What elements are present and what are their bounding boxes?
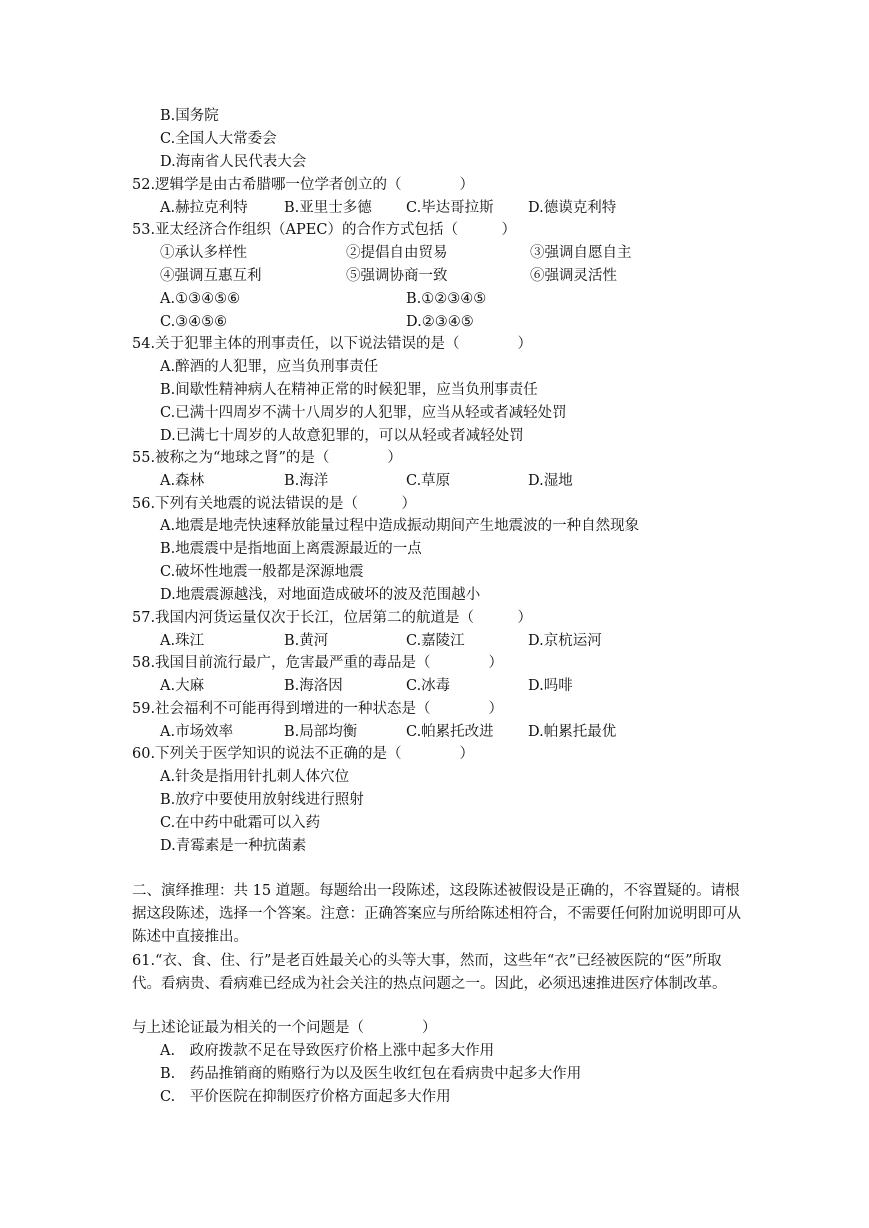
q52-option-d: D.德谟克利特 (528, 200, 617, 216)
q53-stem: 53.亚太经济合作组织（APEC）的合作方式包括（ ） (132, 222, 516, 238)
q61-stem: 与上述论证最为相关的一个问题是（ ） (132, 1020, 437, 1036)
q51-option-c: C.全国人大常委会 (160, 131, 277, 147)
q54-stem: 54.关于犯罪主体的刑事责任，以下说法错误的是（ ） (132, 336, 533, 352)
q60-option-d: D.青霉素是一种抗菌素 (160, 838, 307, 854)
q53-option-a: A.①③④⑤⑥ (160, 291, 241, 307)
q57-option-c: C.嘉陵江 (406, 633, 465, 649)
q54-option-d: D.已满七十周岁的人故意犯罪的，可以从轻或者减轻处罚 (160, 428, 524, 444)
q58-option-d: D.吗啡 (528, 678, 573, 694)
q61-option-a: A. 政府拨款不足在导致医疗价格上涨中起多大作用 (160, 1043, 495, 1059)
q52-stem: 52.逻辑学是由古希腊哪一位学者创立的（ ） (132, 177, 475, 193)
q55-option-d: D.湿地 (528, 473, 573, 489)
q55-stem: 55.被称之为“地球之肾”的是（ ） (132, 450, 402, 466)
q59-stem: 59.社会福利不可能再得到增进的一种状态是（ ） (132, 701, 504, 717)
q56-option-d: D.地震震源越浅，对地面造成破坏的波及范围越小 (160, 587, 481, 603)
q61-option-c: C. 平价医院在抑制医疗价格方面起多大作用 (160, 1089, 451, 1105)
q57-stem: 57.我国内河货运量仅次于长江，位居第二的航道是（ ） (132, 610, 533, 626)
q53-option-c: C.③④⑤⑥ (160, 314, 228, 330)
q59-option-c: C.帕累托改进 (406, 724, 494, 740)
q60-stem: 60.下列关于医学知识的说法不正确的是（ ） (132, 746, 475, 762)
q55-option-b: B.海洋 (284, 473, 329, 489)
q53-item-6: ⑥强调灵活性 (530, 268, 617, 284)
q61-option-b: B. 药品推销商的贿赂行为以及医生收红包在看病贵中起多大作用 (160, 1066, 582, 1082)
q53-item-5: ⑤强调协商一致 (346, 268, 448, 284)
q53-item-3: ③强调自愿自主 (530, 245, 632, 261)
q54-option-c: C.已满十四周岁不满十八周岁的人犯罪，应当从轻或者减轻处罚 (160, 405, 567, 421)
q61-passage: 61.“衣、食、住、行”是老百姓最关心的头等大事，然而，这些年“衣”已经被医院的“医”所取代。看病贵、看病难已经成为社会关注的热点问题之一。因此，必须迅速推进医疗体制改革。 (132, 953, 727, 992)
q59-option-b: B.局部均衡 (284, 724, 358, 740)
q57-option-a: A.珠江 (160, 633, 205, 649)
q56-option-a: A.地震是地壳快速释放能量过程中造成振动期间产生地震波的一种自然现象 (160, 518, 640, 534)
q53-item-2: ②提倡自由贸易 (346, 245, 448, 261)
q60-option-b: B.放疗中要使用放射线进行照射 (160, 792, 364, 808)
section2-intro: 二、演绎推理：共 15 道题。每题给出一段陈述，这段陈述被假设是正确的，不容置疑的。请根据这段陈述，选择一个答案。注意：正确答案应与所给陈述相符合，不需要任何附加说明即可从陈述中直接推出。 (132, 883, 741, 945)
q54-option-a: A.醉酒的人犯罪，应当负刑事责任 (160, 359, 379, 375)
q51-option-b: B.国务院 (160, 108, 219, 124)
q55-option-a: A.森林 (160, 473, 205, 489)
q56-stem: 56.下列有关地震的说法错误的是（ ） (132, 496, 417, 512)
q53-item-4: ④强调互惠互利 (160, 268, 262, 284)
q59-option-d: D.帕累托最优 (528, 724, 617, 740)
q60-option-c: C.在中药中砒霜可以入药 (160, 815, 321, 831)
q52-option-a: A.赫拉克利特 (160, 200, 248, 216)
q51-option-d: D.海南省人民代表大会 (160, 154, 307, 170)
q57-option-b: B.黄河 (284, 633, 329, 649)
q58-option-a: A.大麻 (160, 678, 205, 694)
q60-option-a: A.针灸是指用针扎刺人体穴位 (160, 769, 350, 785)
q54-option-b: B.间歇性精神病人在精神正常的时候犯罪，应当负刑事责任 (160, 382, 538, 398)
q56-option-b: B.地震震中是指地面上离震源最近的一点 (160, 541, 422, 557)
q59-option-a: A.市场效率 (160, 724, 234, 740)
q58-option-c: C.冰毒 (406, 678, 451, 694)
q58-option-b: B.海洛因 (284, 678, 343, 694)
q52-option-c: C.毕达哥拉斯 (406, 200, 494, 216)
q56-option-c: C.破坏性地震一般都是深源地震 (160, 564, 364, 580)
q53-option-b: B.①②③④⑤ (406, 291, 487, 307)
q52-option-b: B.亚里士多德 (284, 200, 372, 216)
q53-item-1: ①承认多样性 (160, 245, 247, 261)
q53-option-d: D.②③④⑤ (406, 314, 474, 330)
q55-option-c: C.草原 (406, 473, 451, 489)
q58-stem: 58.我国目前流行最广，危害最严重的毒品是（ ） (132, 655, 504, 671)
q57-option-d: D.京杭运河 (528, 633, 602, 649)
